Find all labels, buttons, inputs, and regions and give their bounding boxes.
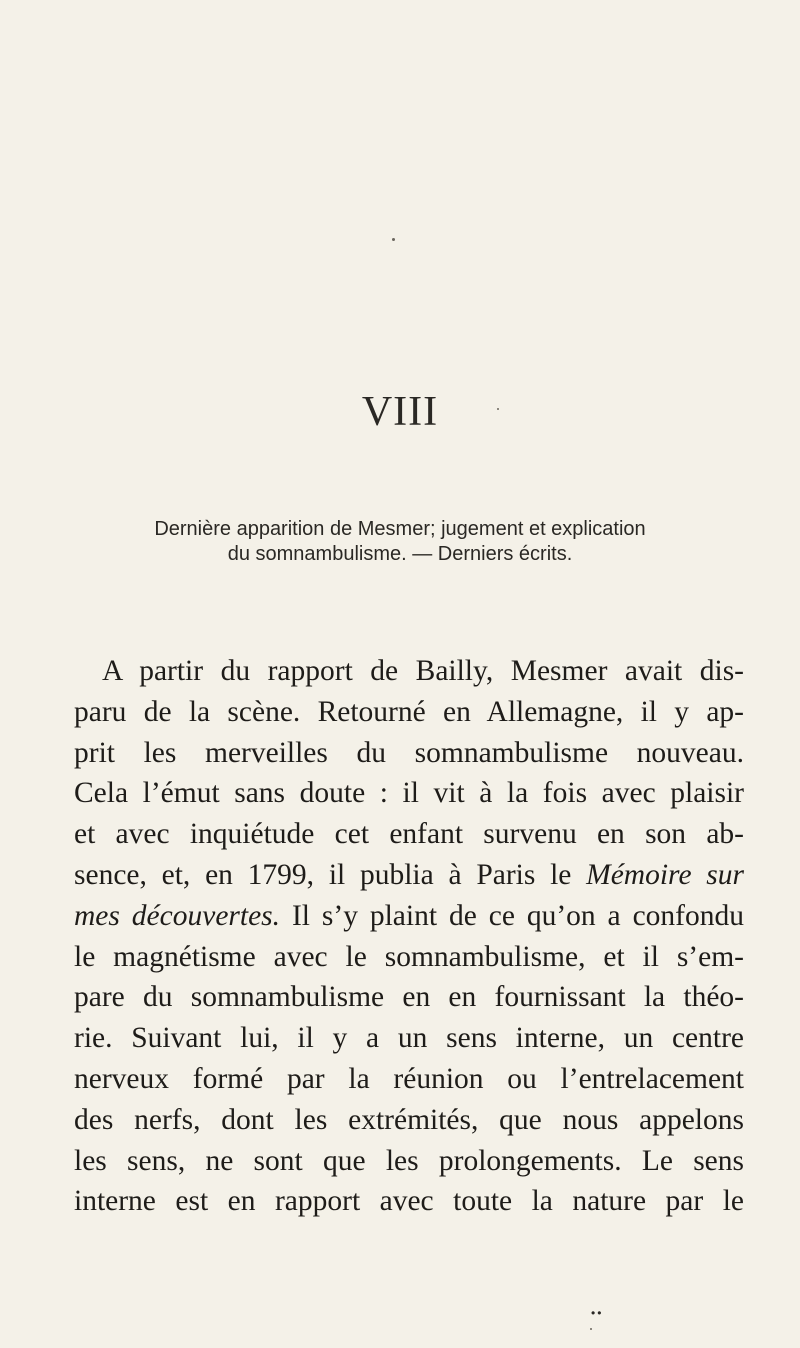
body-line bbox=[74, 896, 744, 937]
body-line: prit les merveilles du somnambulisme nouveau. bbox=[74, 736, 744, 769]
body-line: paru de la scène. Retourné en Allemagne, il y ap- bbox=[74, 695, 744, 728]
body-line: Cela l’émut sans doute : il vit à la fois avec plaisir bbox=[74, 777, 744, 810]
body-line: le magnétisme avec le somnambulisme, et il s’em- bbox=[74, 940, 744, 973]
body-line: pare du somnambulisme en en fournissant la théo- bbox=[74, 981, 744, 1014]
summary-line: Dernière apparition de Mesmer; jugement et explication bbox=[154, 518, 646, 540]
paper-speck bbox=[590, 1328, 592, 1330]
body-line: et avec inquiétude cet enfant survenu en son ab- bbox=[74, 818, 744, 851]
body-paragraph bbox=[74, 651, 744, 1222]
signature-mark: •• bbox=[591, 1306, 604, 1320]
body-line: interne est en rapport avec toute la nature par le bbox=[74, 1185, 744, 1218]
book-title-italic: mes découvertes. bbox=[74, 899, 281, 932]
body-text-segment: Il s’y plaint de ce qu’on a confondu bbox=[280, 899, 744, 932]
body-line: des nerfs, dont les extrémités, que nous appelons bbox=[74, 1103, 744, 1136]
paper-speck bbox=[392, 238, 395, 241]
summary-line: du somnambulisme. — Derniers écrits. bbox=[227, 543, 573, 565]
body-text-segment: sence, et, en 1799, il publia à Paris le bbox=[74, 858, 587, 891]
body-line: les sens, ne sont que les prolongements. Le sens bbox=[74, 1144, 744, 1177]
paper-speck bbox=[497, 408, 499, 410]
body-line: rie. Suivant lui, il y a un sens interne, un centre bbox=[74, 1022, 744, 1055]
chapter-number: VIII bbox=[361, 389, 439, 435]
book-title-italic: Mémoire sur bbox=[586, 858, 745, 891]
body-line: A partir du rapport de Bailly, Mesmer avait dis- bbox=[102, 655, 744, 687]
body-line bbox=[74, 855, 744, 896]
chapter-summary bbox=[60, 517, 740, 567]
body-line: nerveux formé par la réunion ou l’entrelacement bbox=[74, 1062, 744, 1095]
